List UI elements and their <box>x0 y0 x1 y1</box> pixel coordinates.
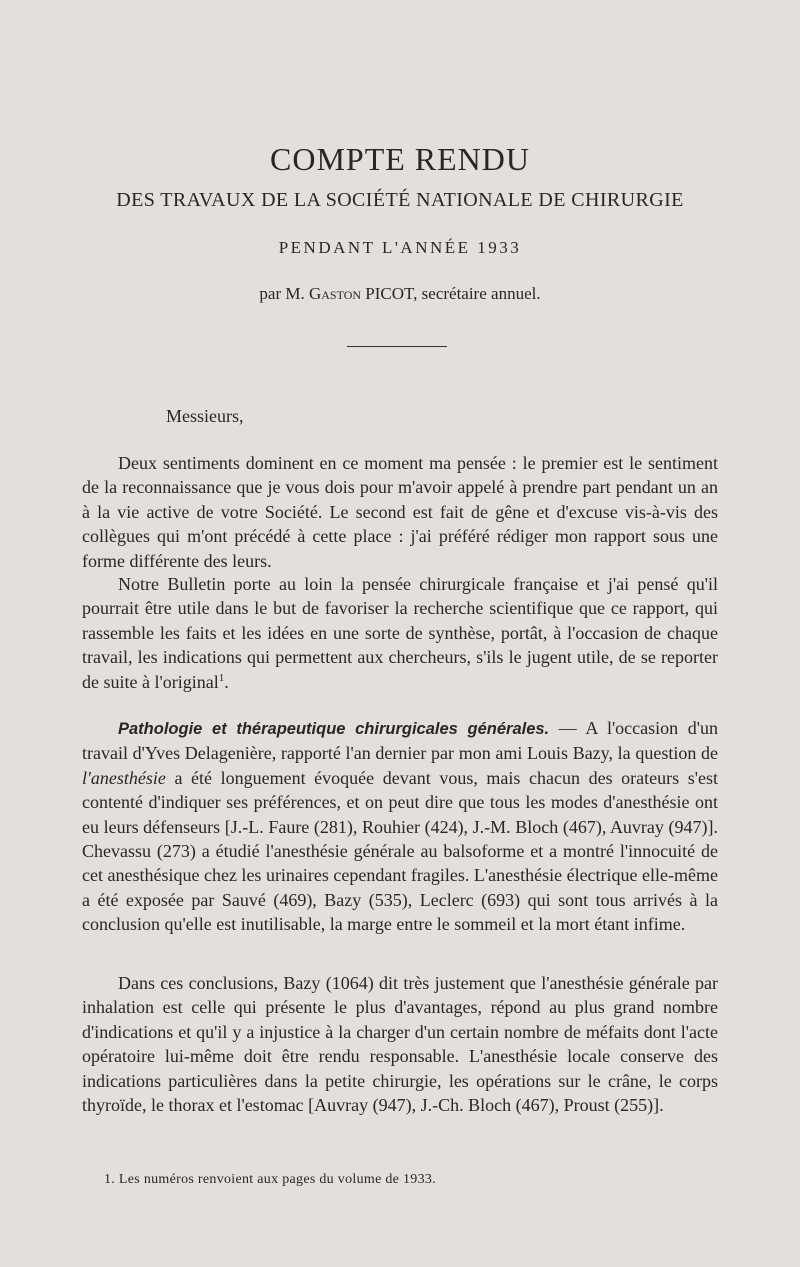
emphasized-term: l'anesthésie <box>82 767 166 788</box>
paragraph-1: Deux sentiments dominent en ce moment ma pensée : le premier est le sentiment de la reconnaissance que je vous dois pour m'avoir appelé à prendre part pendant un an à la vie active de votre Société. Le second est fait de gêne et d'excuse vis-à-vis des collègues qui m'ont précédé à cette place : j'ai préféré rédiger mon rapport sous une forme différente des leurs. <box>82 453 718 571</box>
author-line <box>0 284 800 304</box>
author-role: secrétaire annuel. <box>421 284 541 303</box>
page-subtitle: DES TRAVAUX DE LA SOCIÉTÉ NATIONALE DE CHIRURGIE <box>116 189 684 211</box>
footnote-ref: 1 <box>218 671 225 684</box>
salutation: Messieurs, <box>166 406 244 426</box>
paragraph-3-text-a: — A l'occasion d'un travail d'Yves Delagenière, rapporté l'an dernier par mon ami Louis Bazy, la question de <box>82 718 718 764</box>
page-title: COMPTE RENDU <box>269 141 530 177</box>
author-last-name: PICOT, <box>365 284 418 303</box>
paragraph-2 <box>82 572 718 694</box>
paragraph-4: Dans ces conclusions, Bazy (1064) dit très justement que l'anesthésie générale par inhalation est celle qui présente le plus d'avantages, répond au plus grand nombre d'indications et qu'il y a injustice à la charger d'un certain nombre de méfaits dont l'acte opératoire lui-même doit être rendu responsable. L'anesthésie locale conserve des indications particulières dans la petite chirurgie, les opérations sur le crâne, le corps thyroïde, le thorax et l'estomac [Auvray (947), J.-Ch. Bloch (467), Proust (255)]. <box>82 973 718 1116</box>
title-divider <box>347 346 447 347</box>
author-prefix: par M. <box>259 284 305 303</box>
paragraph-3-text-b: a été longuement évoquée devant vous, mais chacun des orateurs s'est contenté d'indiquer ses préférences, et on peut dire que tous les modes d'anesthésie ont eu leurs défenseurs [J.-L. Faure (281), Rouhier (424), J.-M. Bloch (467), Auvray (947)]. Chevassu (273) a étudié l'anesthésie générale au balsoforme et a montré l'innocuité de cet anesthésique chez les urinaires cependant fragiles. L'anesthésie électrique elle-même a été exposée par Sauvé (469), Bazy (535), Leclerc (693) qui sont tous arrivés à la conclusion qu'elle est inutilisable, la marge entre le sommeil et la mort étant infime. <box>82 767 718 935</box>
section-heading: Pathologie et thérapeutique chirurgicales générales. <box>118 720 550 738</box>
paragraph-3 <box>82 716 718 937</box>
author-first-name: Gaston <box>308 284 362 303</box>
paragraph-2-text: Notre Bulletin porte au loin la pensée chirurgicale française et j'ai pensé qu'il pourrait être utile dans le but de favoriser la recherche scientifique que ce rapport, qui rassemble les faits et les idées en une sorte de synthèse, portât, à l'occasion de chaque travail, les indications qui permettent aux chercheurs, s'ils le jugent utile, de se reporter de suite à l'original <box>82 574 718 692</box>
report-period: PENDANT L'ANNÉE 1933 <box>278 238 522 257</box>
paragraph-2-end: . <box>224 671 229 692</box>
footnote: 1. Les numéros renvoient aux pages du volume de 1933. <box>104 1172 436 1187</box>
